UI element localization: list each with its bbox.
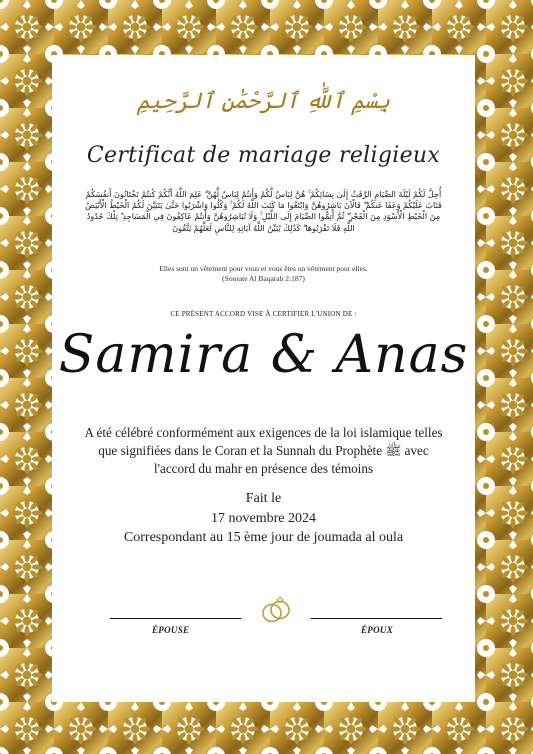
ceremony-statement: A été célébré conformément aux exigences de la loi islamique telles que signifiées dans le Coran et la Sunnah du Prophète ﷺ avec l'accord du mahr en présence des témoins [84,425,443,476]
verse-reference: (Sourate Al Baqarah 2:187) [222,274,305,283]
verse-translation: Elles sont un vêtement pour vous et vous êtes un vêtement pour elles. [159,264,368,273]
wedding-rings-icon [259,595,293,625]
groom-label: ÉPOUX [361,625,394,635]
certificate-title: Certificat de mariage religieux [86,143,441,168]
arabic-verse: أُحِلَّ لَكُمْ لَيْلَةَ الصِّيَامِ الرَّفَثُ إِلَىٰ نِسَائِكُمْ ۚ هُنَّ لِبَاسٌ لَّكُمْ وَأَنتُمْ لِبَاسٌ لَّهُنَّ ۗ عَلِمَ اللَّهُ أَنَّكُمْ كُنتُمْ تَخْتَانُونَ أَنفُسَكُمْ فَتَابَ عَلَيْكُمْ وَعَفَا عَنكُمْ ۖ فَالْآنَ بَاشِرُوهُنَّ وَابْتَغُوا مَا كَتَبَ اللَّهُ لَكُمْ ۚ وَكُلُوا وَاشْرَبُوا حَتَّىٰ يَتَبَيَّنَ لَكُمُ الْخَيْطُ الْأَبْيَضُ مِنَ الْخَيْطِ الْأَسْوَدِ مِنَ الْفَجْرِ ۖ ثُمَّ أَتِمُّوا الصِّيَامَ إِلَى اللَّيْلِ ۚ وَلَا تُبَاشِرُوهُنَّ وَأَنتُمْ عَاكِفُونَ فِي الْمَسَاجِدِ ۗ تِلْكَ حُدُودُ اللَّهِ فَلَا تَقْرَبُوهَا ۗ كَذَٰلِكَ يُبَيِّنُ اللَّهُ آيَاتِهِ لِلنَّاسِ لَعَلَّهُمْ يَتَّقُونَ [85,189,442,233]
fait-label: Fait le [245,491,282,506]
verse-block [52,264,475,284]
hijri-date: Correspondant au 15 ème jour de joumada al oula [123,530,404,545]
gregorian-date: 17 novembre 2024 [211,510,316,526]
bride-signature-line[interactable] [110,618,241,619]
groom-signature-line[interactable] [311,618,442,619]
bismillah-calligraphy: بِسْمِ ٱللَّٰهِ ٱلرَّحْمَٰنِ ٱلرَّحِيمِ [136,89,390,114]
certify-text: CE PRÉSENT ACCORD VISE À CERTIFIER L'UNION DE : [170,310,357,318]
couple-names: Samira & Anas [58,325,469,385]
date-block [52,489,475,548]
certificate-card [52,55,475,702]
bride-label: ÉPOUSE [152,625,190,635]
